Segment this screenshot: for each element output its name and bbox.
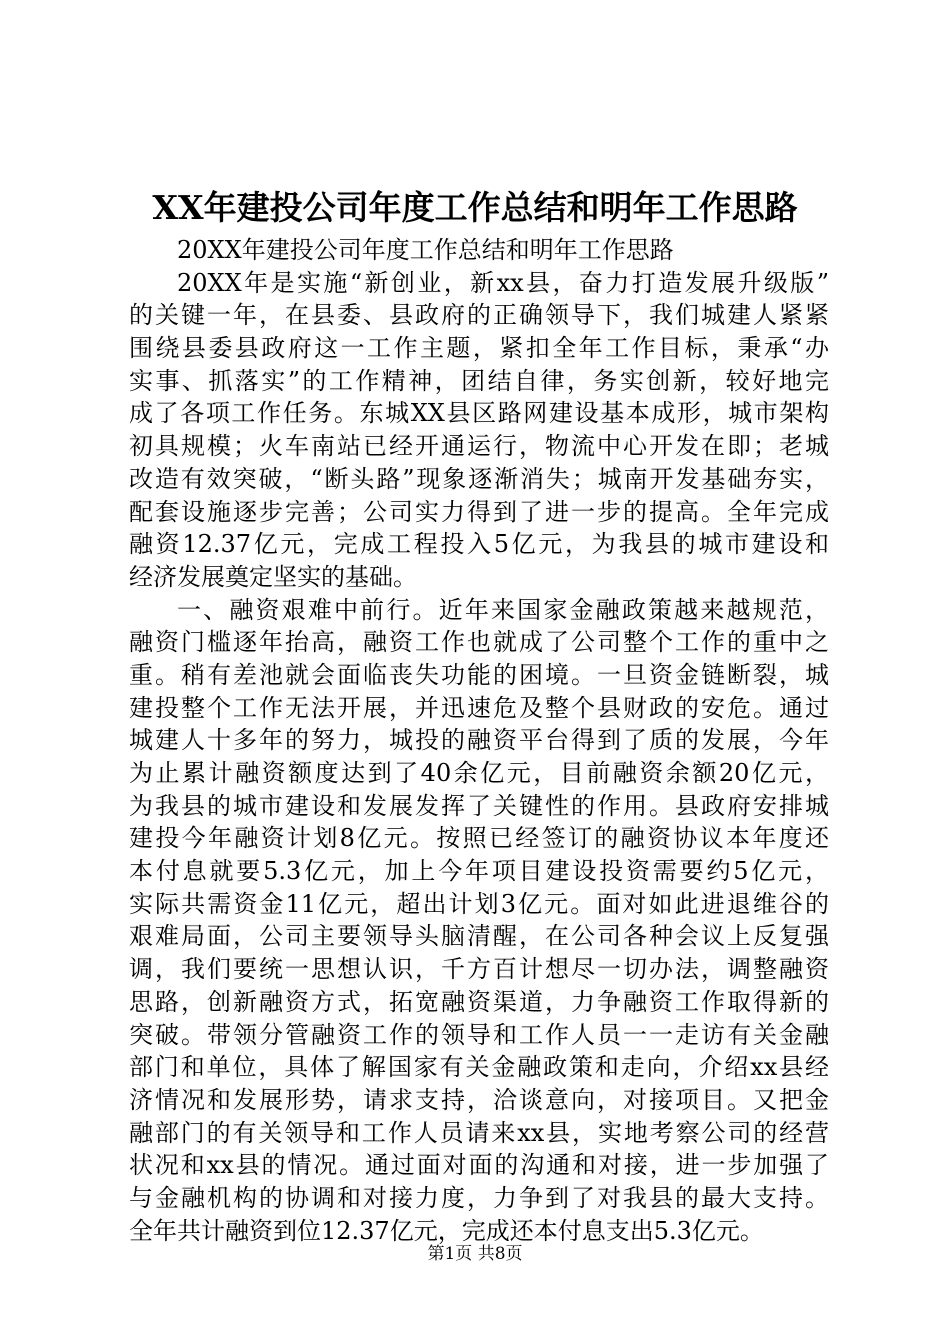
text-line: 济情况和发展形势，请求支持，洽谈意向，对接项目。又把金 [129,1085,829,1114]
text-line: 为止累计融资额度达到了40余亿元，目前融资余额20亿元， [129,759,829,787]
text-line: 重。稍有差池就会面临丧失功能的困境。一旦资金链断裂，城 [129,660,829,689]
text-line: 初具规模；火车南站已经开通运行，物流中心开发在即；老城 [129,432,829,461]
text-line: 部门和单位，具体了解国家有关金融政策和走向，介绍xx县经 [129,1053,829,1082]
text-line: 本付息就要5.3亿元，加上今年项目建设投资需要约5亿元， [129,857,829,886]
text-line: 20XX年是实施“新创业，新xx县，奋力打造发展升级版” [177,268,829,297]
text-line: 艰难局面，公司主要领导头脑清醒，在公司各种会议上反复强 [129,922,829,951]
text-line: 状况和xx县的情况。通过面对面的沟通和对接，进一步加强了 [129,1151,829,1180]
text-line: 调，我们要统一思想认识，千方百计想尽一切办法，调整融资 [129,955,829,984]
text-line: 经济发展奠定坚实的基础。 [129,562,417,591]
page-footer: 第1页 共8页 [427,1244,523,1264]
text-line: 融部门的有关领导和工作人员请来xx县，实地考察公司的经营 [129,1118,829,1147]
text-line: 融资12.37亿元，完成工程投入5亿元，为我县的城市建设和 [129,530,829,559]
text-line: 的关键一年，在县委、县政府的正确领导下，我们城建人紧紧 [129,301,829,330]
text-line: 一、融资艰难中前行。近年来国家金融政策越来越规范， [177,595,829,624]
text-line: 配套设施逐步完善；公司实力得到了进一步的提高。全年完成 [129,497,829,526]
text-line: 改造有效突破，“断头路”现象逐渐消失；城南开发基础夯实， [129,464,829,493]
text-line: 建投今年融资计划8亿元。按照已经签订的融资协议本年度还 [129,824,829,853]
text-line: 建投整个工作无法开展，并迅速危及整个县财政的安危。通过 [129,693,829,722]
document-body [129,234,829,1247]
document-title: XX年建投公司年度工作总结和明年工作思路 [152,188,798,227]
text-line: 融资门槛逐年抬高，融资工作也就成了公司整个工作的重中之 [129,628,829,657]
text-line: 城建人十多年的努力，城投的融资平台得到了质的发展，今年 [129,726,829,755]
text-line: 全年共计融资到位12.37亿元，完成还本付息支出5.3亿元。 [129,1216,764,1245]
text-line: 突破。带领分管融资工作的领导和工作人员一一走访有关金融 [129,1020,829,1049]
text-line: 20XX年建投公司年度工作总结和明年工作思路 [177,236,674,264]
text-line: 围绕县委县政府这一工作主题，紧扣全年工作目标，秉承“办 [129,334,829,363]
text-line: 实事、抓落实”的工作精神，团结自律，务实创新，较好地完 [129,366,829,395]
text-line: 实际共需资金11亿元，超出计划3亿元。面对如此进退维谷的 [129,889,829,918]
text-line: 与金融机构的协调和对接力度，力争到了对我县的最大支持。 [129,1183,829,1212]
text-line: 为我县的城市建设和发展发挥了关键性的作用。县政府安排城 [129,791,829,820]
text-line: 思路，创新融资方式，拓宽融资渠道，力争融资工作取得新的 [129,987,829,1016]
text-line: 成了各项工作任务。东城XX县区路网建设基本成形，城市架构 [129,399,829,428]
